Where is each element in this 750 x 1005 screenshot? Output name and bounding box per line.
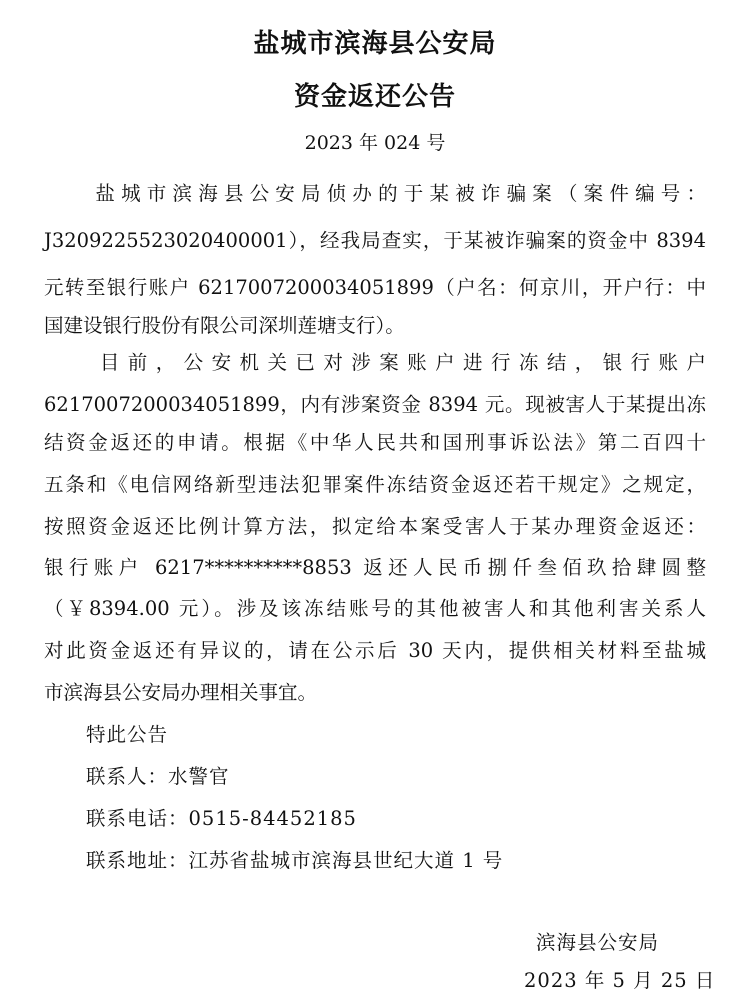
- paragraph1-line: 盐城市滨海县公安局侦办的于某被诈骗案（案件编号：: [44, 182, 706, 205]
- paragraph2-line: 结资金返还的申请。根据《中华人民共和国刑事诉讼法》第二百四十: [44, 431, 706, 454]
- notice-closing: 特此公告: [86, 723, 169, 746]
- paragraph2-line: 6217007200034051899，内有涉案资金 8394 元。现被害人于某提出冻: [44, 393, 706, 416]
- issuer-signature: 滨海县公安局: [536, 931, 660, 954]
- document-title-agency: 盐城市滨海县公安局: [253, 29, 497, 59]
- paragraph2-line: 目前，公安机关已对涉案账户进行冻结，银行账户: [44, 351, 706, 374]
- document-title-subject: 资金返还公告: [293, 82, 456, 112]
- paragraph2-line: 按照资金返还比例计算方法，拟定给本案受害人于某办理资金返还：: [44, 515, 706, 538]
- paragraph2-line: （￥8394.00 元）。涉及该冻结账号的其他被害人和其他利害关系人: [44, 597, 706, 620]
- contact-person: 联系人：水警官: [86, 765, 230, 788]
- contact-phone: 联系电话：0515-84452185: [86, 807, 357, 830]
- contact-address: 联系地址：江苏省盐城市滨海县世纪大道 1 号: [86, 849, 504, 872]
- paragraph1-line: J3209225523020400001），经我局查实，于某被诈骗案的资金中 8394: [44, 229, 706, 252]
- paragraph2-line: 五条和《电信网络新型违法犯罪案件冻结资金返还若干规定》之规定，: [44, 473, 706, 496]
- paragraph2-line: 对此资金返还有异议的，请在公示后 30 天内，提供相关材料至盐城: [44, 639, 706, 662]
- paragraph2-line: 银行账户 6217**********8853 返还人民币捌仟叁佰玖拾肆圆整: [44, 556, 706, 579]
- document-number: 2023 年 024 号: [304, 132, 446, 154]
- paragraph1-line: 国建设银行股份有限公司深圳莲塘支行）。: [44, 314, 405, 337]
- issue-date: 2023 年 5 月 25 日: [524, 969, 716, 992]
- paragraph1-line: 元转至银行账户 6217007200034051899（户名：何京川，开户行：中: [44, 276, 706, 299]
- paragraph2-line: 市滨海县公安局办理相关事宜。: [44, 681, 318, 704]
